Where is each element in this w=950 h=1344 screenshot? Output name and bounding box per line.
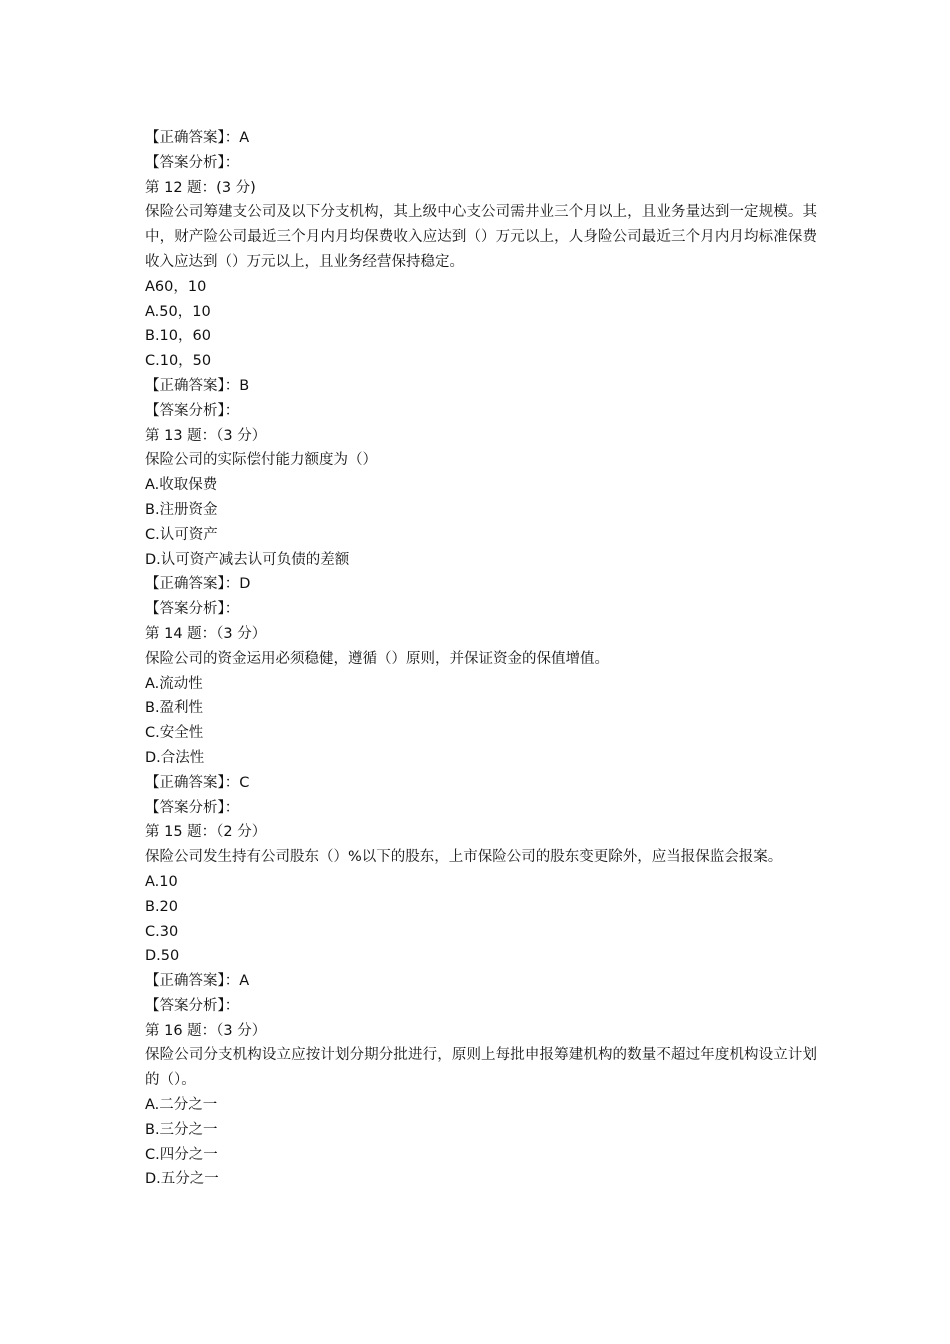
option: A.50，10 [145, 303, 211, 320]
question-15-header: 第 15 题：（2 分） [145, 824, 267, 841]
option: D.合法性 [145, 749, 205, 766]
answer-analysis: 【答案分析】： [145, 799, 240, 816]
option: B.10，60 [145, 328, 211, 345]
question-12-text: 保险公司筹建支公司及以下分支机构，其上级中心支公司需井业三个月以上，且业务量达到一定规模。其中，财产险公司最近三个月内月均保费收入应达到（）万元以上，人身险公司最近三个月内月均标准保费收入应达到（）万元以上，且业务经营保持稳定。 [145, 204, 817, 270]
option: D.50 [145, 948, 180, 965]
question-12-header: 第 12 题：(3 分) [145, 179, 256, 196]
option: A.流动性 [145, 675, 203, 692]
option: C.认可资产 [145, 526, 218, 543]
question-16-text: 保险公司分支机构设立应按计划分期分批进行，原则上每批申报筹建机构的数量不超过年度机构设立计划的（）。 [145, 1047, 817, 1089]
correct-answer: 【正确答案】：A [145, 973, 250, 990]
option: A.10 [145, 873, 178, 890]
correct-answer: 【正确答案】：A [145, 130, 250, 146]
option: B.注册资金 [145, 501, 218, 518]
question-13-text: 保险公司的实际偿付能力额度为（） [145, 452, 377, 469]
correct-answer: 【正确答案】：D [145, 576, 251, 593]
question-14-header: 第 14 题：（3 分） [145, 625, 267, 642]
option: D.五分之一 [145, 1171, 219, 1188]
option: A60，10 [145, 278, 207, 295]
question-15-text: 保险公司发生持有公司股东（）%以下的股东，上市保险公司的股东变更除外，应当报保监会报案。 [145, 849, 783, 866]
option: B.三分之一 [145, 1121, 218, 1138]
document-body [145, 126, 817, 1192]
answer-analysis: 【答案分析】： [145, 997, 240, 1014]
question-13-header: 第 13 题：（3 分） [145, 427, 267, 444]
answer-analysis: 【答案分析】： [145, 154, 240, 171]
option: C.安全性 [145, 725, 204, 742]
option: B.盈利性 [145, 700, 204, 717]
correct-answer: 【正确答案】：B [145, 377, 250, 394]
question-16-header: 第 16 题：（3 分） [145, 1022, 267, 1039]
answer-analysis: 【答案分析】： [145, 402, 240, 419]
correct-answer: 【正确答案】：C [145, 774, 250, 791]
question-14-text: 保险公司的资金运用必须稳健，遵循（）原则，并保证资金的保值增值。 [145, 650, 609, 667]
option: B.20 [145, 898, 179, 915]
answer-analysis: 【答案分析】： [145, 601, 240, 618]
option: C.30 [145, 923, 179, 940]
option: C.10，50 [145, 353, 212, 370]
option: A.收取保费 [145, 477, 218, 494]
option: D.认可资产减去认可负债的差额 [145, 551, 350, 568]
option: C.四分之一 [145, 1146, 218, 1163]
option: A.二分之一 [145, 1097, 218, 1114]
